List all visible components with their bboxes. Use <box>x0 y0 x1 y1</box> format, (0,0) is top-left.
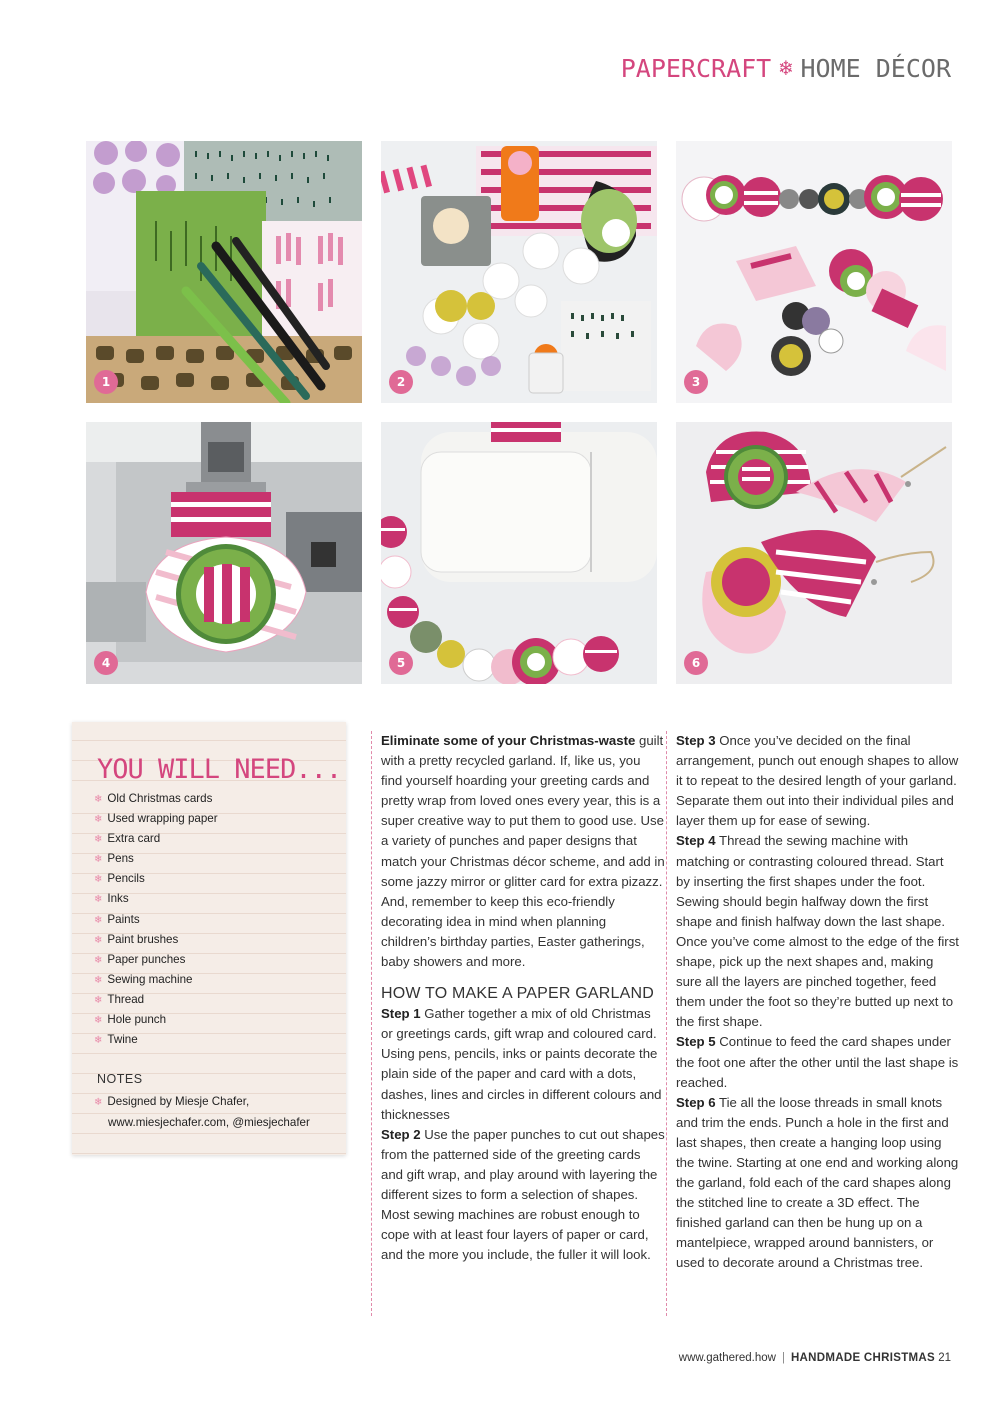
notes <box>94 1092 310 1133</box>
notes-designer: Designed by Miesje Chafer, <box>107 1095 250 1108</box>
intro-paragraph <box>381 731 665 972</box>
material-item <box>94 970 218 990</box>
step-3-label: Step 3 <box>676 733 716 748</box>
material-item <box>94 990 218 1010</box>
material-label: Used wrapping paper <box>107 812 218 826</box>
step-3-text: Once you’ve decided on the final arrangement, punch out enough shapes to allow it to repeat to the desired length of your garland. Separate them out into their individual piles and layer them up for ease of sewing. <box>676 733 959 829</box>
material-label: Extra card <box>107 832 161 846</box>
material-item <box>94 809 218 829</box>
step-1 <box>381 1004 665 1125</box>
step-number-badge: 1 <box>94 370 118 394</box>
snowflake-bullet-icon: ❄ <box>94 974 103 986</box>
material-item <box>94 849 218 869</box>
garland-sewing-illustration <box>381 422 657 684</box>
material-label: Sewing machine <box>107 972 193 986</box>
step-photo-5 <box>381 422 657 684</box>
notes-heading: NOTES <box>97 1072 143 1086</box>
material-label: Paints <box>107 912 140 926</box>
step-6-text: Tie all the loose threads in small knots and trim the ends. Punch a hole in the first and last shapes, then create a hanging loop using the twine. Starting at one end and working along the garland, fold each of the card shapes along the stitched line to create a 3D effect. The finished garland can then be hung up on a mantelpiece, wrapped around bannisters, or used to decorate around a Christmas tree. <box>676 1094 959 1271</box>
step-5 <box>676 1032 960 1092</box>
page-number: 21 <box>938 1352 951 1364</box>
material-item <box>94 1010 218 1030</box>
step-photo-4 <box>86 422 362 684</box>
snowflake-bullet-icon: ❄ <box>94 894 103 906</box>
subsection-title: HOME DÉCOR <box>800 54 951 83</box>
snowflake-bullet-icon: ❄ <box>94 874 103 886</box>
snowflake-icon: ❄ <box>779 56 793 81</box>
material-item <box>94 829 218 849</box>
step-4 <box>676 831 960 1032</box>
step-number-badge: 5 <box>389 651 413 675</box>
snowflake-bullet-icon: ❄ <box>94 794 103 805</box>
material-label: Inks <box>107 892 129 906</box>
snowflake-bullet-icon: ❄ <box>94 954 103 966</box>
footer-magazine: HANDMADE CHRISTMAS <box>790 1352 935 1364</box>
step-3 <box>676 731 960 831</box>
snowflake-bullet-icon: ❄ <box>94 1035 103 1047</box>
step-photo-1 <box>86 141 362 403</box>
step-6-label: Step 6 <box>676 1094 716 1110</box>
step-number-badge: 2 <box>389 370 413 394</box>
arranged-shapes-illustration <box>676 141 952 403</box>
material-item <box>94 930 218 950</box>
material-label: Paper punches <box>107 952 186 966</box>
step-5-text: Continue to feed the card shapes under the foot one after the other until the last shape is reached. <box>676 1034 959 1090</box>
step-4-label: Step 4 <box>676 833 716 849</box>
step-2-label: Step 2 <box>381 1126 421 1142</box>
step-1-text: Gather together a mix of old Christmas or greetings cards, gift wrap and coloured card. Using pens, pencils, inks or paints decorate the plain side of the paper and card with a dots, dashes, lines and circles in different colours and thicknesses <box>381 1006 662 1122</box>
howto-heading: HOW TO MAKE A PAPER GARLAND <box>381 985 655 1003</box>
step-2-text: Use the paper punches to cut out shapes from the patterned side of the greeting cards and gift wrap, and play around with layering the different sizes to form a selection of shapes. Most sewing machines are robust enough to cope with at least four layers of paper or card, and the more you include, the fuller it will look. <box>381 1126 665 1263</box>
material-label: Thread <box>107 992 145 1006</box>
section-title: PAPERCRAFT <box>620 54 772 83</box>
snowflake-bullet-icon: ❄ <box>94 854 103 866</box>
step-4-text: Thread the sewing machine with matching or contrasting coloured thread. Start by inserting the first shapes under the foot. Sewing should begin halfway down the first shape and finish halfway down the last shape. Once you’ve come almost to the edge of the first shape, pick up the next shapes and, making sure all the layers are pinched together, feed them under the foot so they’re butted up next to the first shape. <box>676 833 959 1030</box>
material-item <box>94 950 218 970</box>
material-label: Hole punch <box>107 1013 167 1027</box>
step-6 <box>676 1093 960 1274</box>
material-item <box>94 869 218 889</box>
material-label: Old Christmas cards <box>107 792 213 805</box>
material-item <box>94 910 218 930</box>
step-2 <box>381 1125 665 1266</box>
step-number-badge: 3 <box>684 370 708 394</box>
step-photo-3 <box>676 141 952 403</box>
step-5-label: Step 5 <box>676 1034 716 1050</box>
material-item <box>94 889 218 909</box>
you-will-need-card <box>72 722 346 1155</box>
snowflake-bullet-icon: ❄ <box>94 1097 103 1108</box>
finished-garland-illustration <box>676 422 952 684</box>
intro-text: guilt with a pretty recycled garland. If, like us, you find yourself hoarding your greeting cards and pretty wrap from loved ones every year, this is a super creative way to put them to good use. Use a variety of punches and paper designs that match your Christmas décor scheme, and add in some jazzy mirror or glitter card for extra pizazz. And, remember to keep this eco-friendly decorating idea in mind when planning children’s birthday parties, Easter gatherings, baby showers and more. <box>381 733 665 970</box>
snowflake-bullet-icon: ❄ <box>94 994 103 1006</box>
step-number-badge: 6 <box>684 651 708 675</box>
snowflake-bullet-icon: ❄ <box>94 814 103 826</box>
material-item <box>94 1030 218 1050</box>
step-photo-2 <box>381 141 657 403</box>
material-item <box>94 789 218 809</box>
page-footer: www.gathered.how | HANDMADE CHRISTMAS 21 <box>678 1352 951 1364</box>
material-label: Paint brushes <box>107 932 179 946</box>
step-1-label: Step 1 <box>381 1006 421 1022</box>
footer-url: www.gathered.how <box>678 1352 776 1364</box>
papers-and-pens-illustration <box>86 141 362 403</box>
snowflake-bullet-icon: ❄ <box>94 834 103 846</box>
snowflake-bullet-icon: ❄ <box>94 914 103 926</box>
article-column-2 <box>666 731 960 1316</box>
paper-punches-illustration <box>381 141 657 403</box>
notes-website: www.miesjechafer.com, @miesjechafer <box>108 1116 310 1129</box>
section-header <box>621 54 951 83</box>
step-number-badge: 4 <box>94 651 118 675</box>
snowflake-bullet-icon: ❄ <box>94 1015 103 1027</box>
materials-list <box>94 789 218 1050</box>
you-will-need-title: YOU WILL NEED... <box>97 754 342 785</box>
article-column-1 <box>371 731 665 1316</box>
step-photo-6 <box>676 422 952 684</box>
material-label: Pens <box>107 852 134 866</box>
intro-lead: Eliminate some of your Christmas-waste <box>381 733 636 748</box>
material-label: Twine <box>107 1033 138 1047</box>
snowflake-bullet-icon: ❄ <box>94 934 103 946</box>
sewing-machine-illustration <box>86 422 362 684</box>
material-label: Pencils <box>107 872 145 886</box>
